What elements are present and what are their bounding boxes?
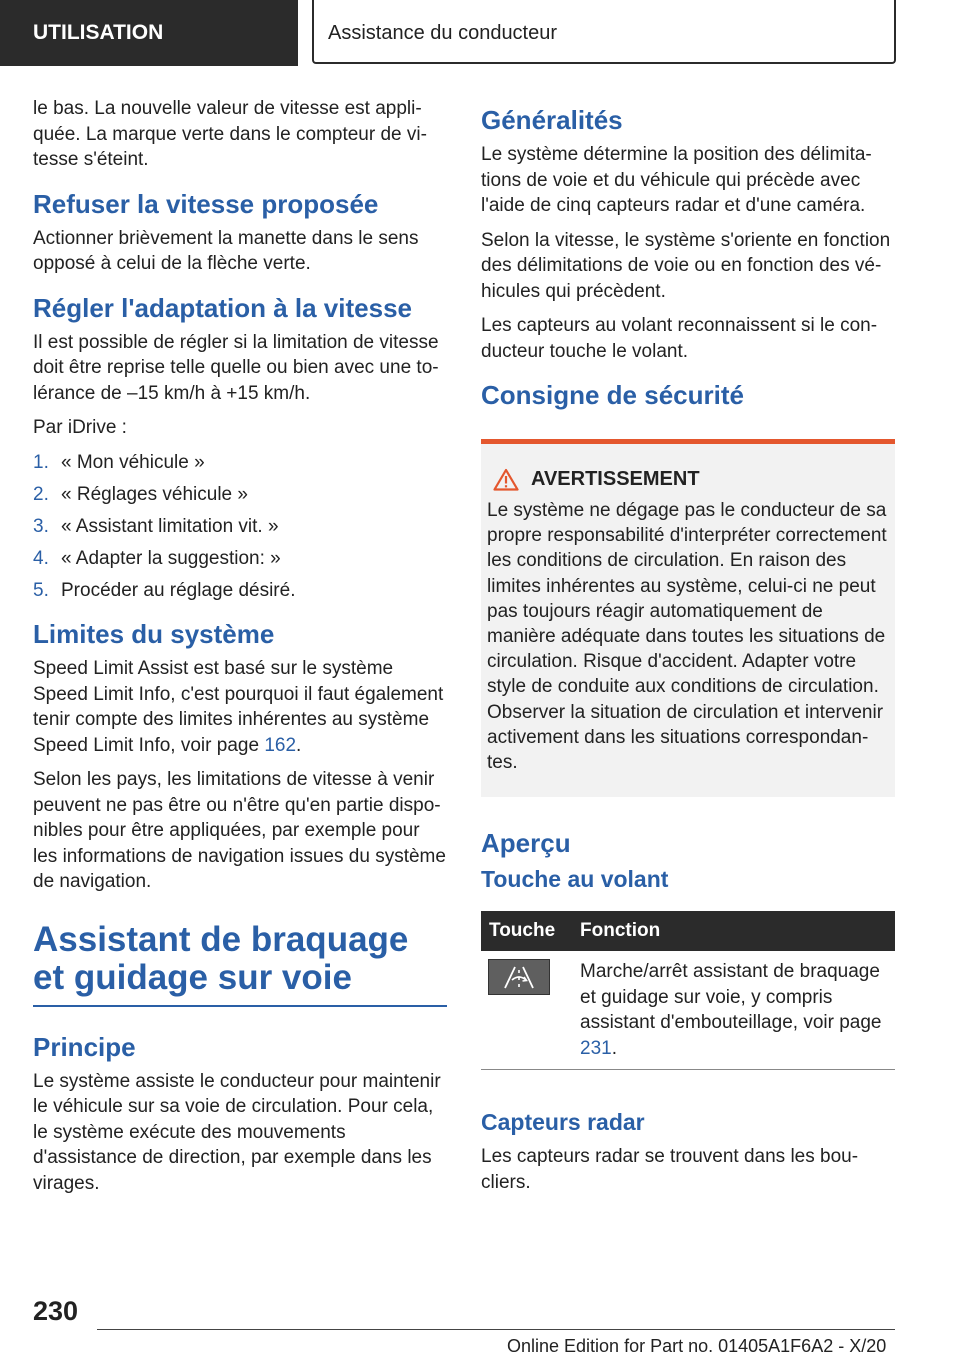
system-limits-text xyxy=(33,656,447,758)
function-text-suffix: . xyxy=(611,1037,617,1059)
principle-text: Le système assiste le conducteur pour maintenir le véhicule sur sa voie de circulation. Pour cela, le système exécute des mouvements d'assistance de direction, par exemple dans les virages. xyxy=(33,1070,441,1194)
list-item xyxy=(33,450,447,476)
function-text-prefix: Marche/arrêt assistant de braquage et guidage sur voie, y compris assistant d'embouteillage, voir page xyxy=(580,961,882,1034)
warning-text: Le système ne dégage pas le conducteur de sa propre responsabilité d'interpréter correctement les conditions de circulation. En raison des limites inhérentes au système, celui-ci ne peut pas toujours réagir automatiquement de manière adéquate dans toutes les situations de circulation. Risque d'accident. Adapter votre style de conduite aux conditions de circulation. Observer la situation de circulation et intervenir activement dans les situations correspondantes. xyxy=(487,500,887,774)
step-number: 4. xyxy=(33,547,49,569)
button-table xyxy=(481,911,895,1070)
limits-text-prefix: Speed Limit Assist est basé sur le système Speed Limit Info, c'est pourquoi il faut également tenir compte des limites inhérentes au système Speed Limit Info, voir page xyxy=(33,658,444,756)
system-limits-heading: Limites du système xyxy=(33,619,275,649)
step-text: « Réglages véhicule » xyxy=(61,483,248,505)
idrive-steps xyxy=(33,450,447,604)
left-column xyxy=(33,96,447,1205)
warning-label: AVERTISSEMENT xyxy=(531,468,700,490)
step-text: « Assistant limitation vit. » xyxy=(61,515,279,537)
step-number: 5. xyxy=(33,579,49,601)
refuse-speed-heading: Refuser la vitesse proposée xyxy=(33,188,379,219)
general-heading: Généralités xyxy=(481,105,623,135)
radar-sensors-heading: Capteurs radar xyxy=(481,1109,645,1136)
step-number: 2. xyxy=(33,483,49,505)
table-row xyxy=(481,951,895,1070)
section-tab: UTILISATION xyxy=(0,0,298,66)
adapt-speed-heading: Régler l'adaptation à la vitesse xyxy=(33,292,412,323)
warning-title xyxy=(491,466,887,492)
column-header-fonction: Fonction xyxy=(572,911,895,951)
safety-heading: Consigne de sécurité xyxy=(481,380,744,410)
page-link-162[interactable]: 162 xyxy=(264,734,297,756)
limits-text-suffix: . xyxy=(296,734,302,756)
steering-button-heading: Touche au volant xyxy=(481,866,669,893)
general-text-2: Selon la vitesse, le système s'oriente en fonction des délimitations de voie ou en fonction des véhicules qui précèdent. xyxy=(481,229,891,302)
chapter-title: Assistance du conducteur xyxy=(312,0,896,64)
list-item xyxy=(33,546,447,572)
footer-divider xyxy=(97,1329,895,1330)
edition-text: Online Edition for Part no. 01405A1F6A2 - X/20 xyxy=(507,1336,887,1356)
steering-assistant-heading: Assistant de braquage et guidage sur voie xyxy=(33,921,447,1007)
radar-sensors-text: Les capteurs radar se trouvent dans les boucliers. xyxy=(481,1146,859,1193)
step-text: « Mon véhicule » xyxy=(61,451,205,473)
button-icon-cell xyxy=(481,951,572,1070)
list-item xyxy=(33,482,447,508)
page-number: 230 xyxy=(33,1296,79,1326)
function-cell xyxy=(572,951,895,1070)
adapt-speed-text: Il est possible de régler si la limitation de vitesse doit être reprise telle quelle ou bien avec une tolérance de –15 km/h à +15 km/h. xyxy=(33,331,439,404)
step-text: « Adapter la suggestion: » xyxy=(61,547,281,569)
general-text-3: Les capteurs au volant reconnaissent si le conducteur touche le volant. xyxy=(481,315,878,362)
step-text: Procéder au réglage désiré. xyxy=(61,579,296,601)
table-header-row xyxy=(481,911,895,951)
idrive-label: Par iDrive : xyxy=(33,417,127,438)
overview-heading: Aperçu xyxy=(481,828,571,859)
warning-box xyxy=(481,439,895,797)
list-item xyxy=(33,514,447,540)
system-limits-text-2: Selon les pays, les limitations de vitesse à venir peuvent ne pas être ou n'être qu'en partie disponibles pour être appliquées, par exemple pour les informations de navigation issues du système de navigation. xyxy=(33,769,446,892)
intro-paragraph: le bas. La nouvelle valeur de vitesse est appliquée. La marque verte dans le compteur de vitesse s'éteint. xyxy=(33,98,427,170)
warning-triangle-icon xyxy=(493,468,519,491)
column-header-touche: Touche xyxy=(481,911,572,951)
list-item xyxy=(33,578,447,604)
general-text-1: Le système détermine la position des délimitations de voie et du véhicule qui précède avec l'aide de cinq capteurs radar et d'une caméra. xyxy=(481,144,872,216)
lane-assist-button-icon xyxy=(488,959,550,995)
principle-heading: Principe xyxy=(33,1031,136,1062)
page-link-231[interactable]: 231 xyxy=(580,1037,612,1059)
page-header xyxy=(0,0,960,66)
step-number: 3. xyxy=(33,515,49,537)
step-number: 1. xyxy=(33,451,49,473)
right-column xyxy=(481,96,895,1204)
refuse-speed-text: Actionner brièvement la manette dans le sens opposé à celui de la flèche verte. xyxy=(33,227,419,274)
